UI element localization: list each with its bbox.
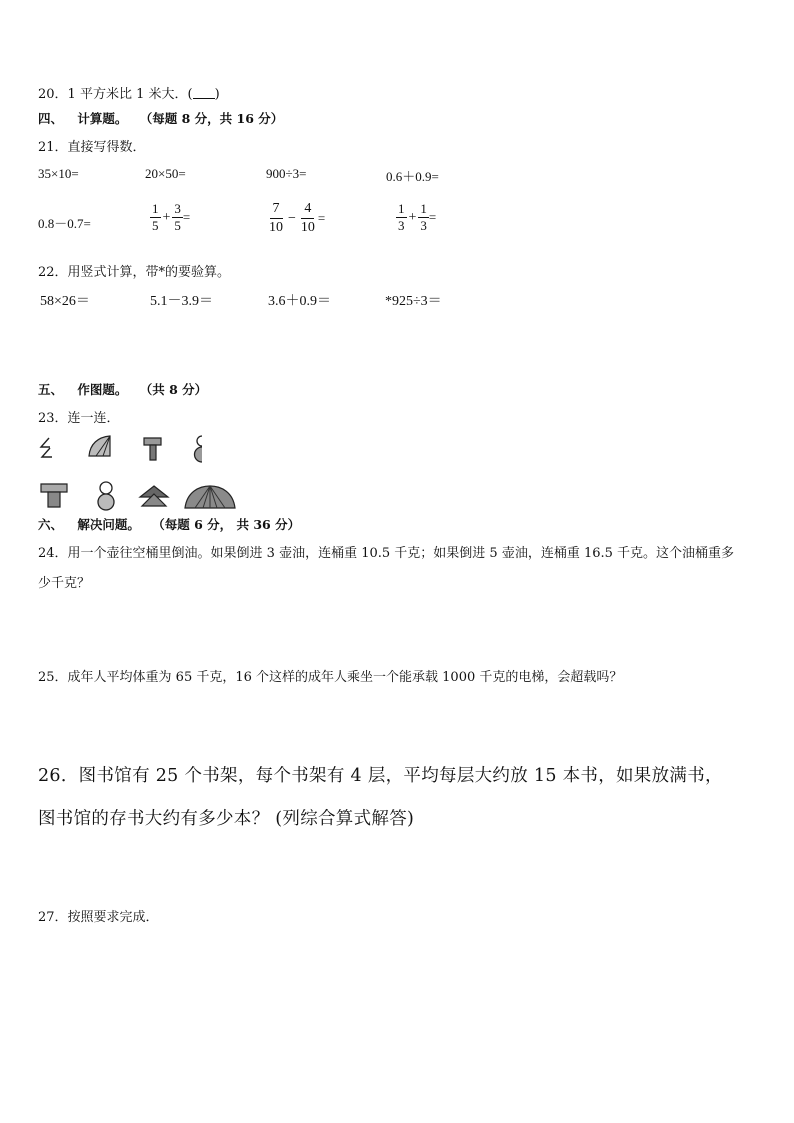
question-26-line-2: 图书馆的存书大约有多少本？ (列综合算式解答): [38, 809, 415, 829]
section-5-note: （共 8 分）: [139, 382, 208, 397]
question-24-line-1: 24．用一个壶往空桶里倒油。如果倒进 3 壶油，连桶重 10.5 千克；如果倒进 5 壶油，连桶重 16.5 千克。这个油桶重多: [38, 546, 735, 561]
calc-item: 0.8－0.7=: [38, 216, 91, 231]
answer-blank[interactable]: [193, 86, 215, 99]
fraction: $\frac{3}{5}$: [174, 201, 181, 233]
umbrella-front-icon[interactable]: [183, 484, 237, 510]
question-20: [38, 83, 220, 102]
question-20-close: ): [214, 87, 220, 102]
vertical-calc-item: 3.6＋0.9＝: [268, 294, 331, 309]
section-6-heading: [38, 515, 300, 533]
house-front-icon[interactable]: [38, 481, 70, 509]
question-27-text: 27．按照要求完成．: [38, 910, 159, 925]
section-4-heading: [38, 109, 283, 127]
fraction: $\frac{1}{3}$: [398, 201, 405, 233]
vertical-calc-item: 58×26＝: [40, 294, 90, 309]
zigzag-lines-icon[interactable]: [38, 436, 60, 462]
question-25-text: 25．成年人平均体重为 65 千克，16 个这样的成年人乘坐一个能承载 1000 千克的电梯，会超载吗？: [38, 670, 623, 685]
question-22-title: 22．用竖式计算，带*的要验算。: [38, 265, 231, 280]
umbrella-side-icon[interactable]: [86, 434, 114, 460]
section-4-note: （每题 8 分，共 16 分）: [139, 111, 284, 126]
fraction: $\frac{1}{3}$: [420, 201, 427, 233]
section-5-title: 作图题。: [77, 382, 128, 397]
fraction-expression: $\frac{1}{3}$ + $\frac{1}{3}$ =: [398, 201, 437, 233]
calc-item: 35×10=: [38, 166, 79, 181]
section-6-title: 解决问题。: [77, 517, 140, 532]
section-4-label: 四、: [38, 111, 64, 126]
vertical-calc-item: *925÷3＝: [385, 294, 442, 309]
calc-item: 900÷3=: [266, 166, 307, 181]
question-20-text: 20．1 平方米比 1 米大．(: [38, 87, 193, 102]
fraction: $\frac{7}{10}$: [269, 201, 283, 235]
vertical-calc-item: 5.1－3.9＝: [150, 294, 213, 309]
section-5-label: 五、: [38, 382, 64, 397]
tree-top-icon[interactable]: [138, 484, 170, 510]
fraction-expression: $\frac{7}{10}$ − $\frac{4}{10}$ =: [266, 201, 325, 236]
section-6-note: （每题 6 分， 共 36 分）: [152, 517, 301, 532]
section-5-heading: [38, 380, 207, 398]
section-4-title: 计算题。: [77, 111, 128, 126]
calc-item: 20×50=: [145, 166, 186, 181]
section-6-label: 六、: [38, 517, 64, 532]
question-26-line-1: 26．图书馆有 25 个书架，每个书架有 4 层，平均每层大约放 15 本书，如果放满书，: [38, 766, 723, 786]
fraction-expression: $\frac{1}{5}$ + $\frac{3}{5}$ =: [152, 201, 191, 233]
fraction: $\frac{1}{5}$: [152, 201, 159, 233]
snowman-side-icon[interactable]: [193, 434, 211, 464]
fraction: $\frac{4}{10}$: [300, 201, 315, 235]
mushroom-side-icon[interactable]: [142, 434, 164, 462]
snowman-front-icon[interactable]: [94, 480, 118, 512]
question-21-title: 21．直接写得数．: [38, 140, 146, 155]
calc-item: 0.6＋0.9=: [386, 169, 439, 184]
question-24-line-2: 少千克？: [38, 576, 91, 591]
question-23-title: 23．连一连．: [38, 411, 120, 426]
